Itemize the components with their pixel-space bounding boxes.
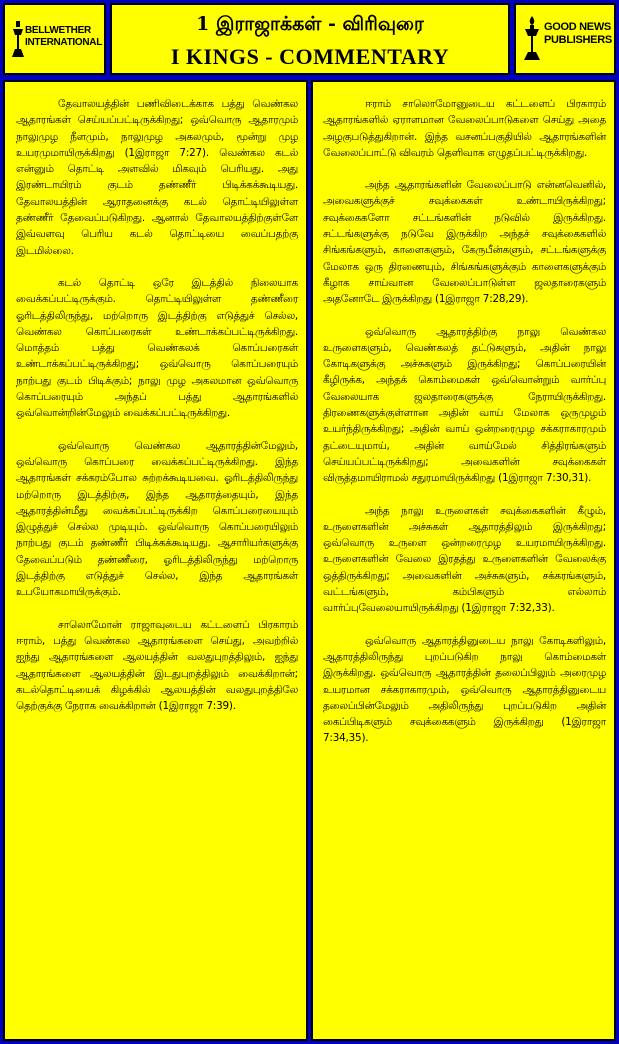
logo-line-1: BELLWETHER (25, 25, 91, 36)
logo-line-1: GOOD NEWS (544, 21, 611, 33)
paragraph: அந்த நாலு உருளைகள் சவுக்கைகளின் கீழும், உருளைகளின் அச்சுகள் ஆதாரத்திலும் இருக்கிறது; ஒவ்வொரு உருளை ஒன்றரைமுழ உயரமாயிருக்கிறது. உருளைகளின் வேலை இரதத்து உருளைகளின் வேலைக்கு ஒத்திருக்கிறது; அவைகளின் அச்சுகளும், சக்கரங்களும், வட்டங்களும், கம்பிகளும் எல்லாம் வார்ப்புவேலையாயிருக்கிறது (1இராஜா 7:32,33). (323, 504, 606, 615)
paragraph: சாலொமோன் ராஜாவுடைய கட்டளைப் பிரகாரம் ஈராம், பத்து வெண்கல ஆதாரங்களை செய்து, அவற்றில் ஐந்து ஆதாரங்களை ஆலயத்தின் வலதுபுறத்திலும், ஐந்து ஆதாரங்களை ஆலயத்தின் இடதுபுறத்திலும் வைக்கிறான்; கடல்தொட்டியைக் கிழக்கில் ஆலயத்தின் வலதுபுறத்திலே தெற்குக்கு நேராக வைக்கிறான் (1இராஜா 7:39). (16, 618, 298, 713)
bellwether-logo (3, 3, 106, 75)
page-header (0, 0, 619, 79)
lamp-logo-icon (522, 15, 542, 61)
logo-line-2: INTERNATIONAL (25, 37, 103, 48)
paragraph: தேவாலயத்தின் பணிவிடைக்காக பத்து வெண்கல ஆதாரங்கள் செய்யப்பட்டிருக்கிறது; ஒவ்வொரு ஆதாரமும் நாலுமுழ நீளமும், நாலுமுழ அகலமும், மூன்று முழ உயரமுமாயிருக்கிறது (1இராஜா 7:27). வெண்கல கடல் என்னும் தொட்டி அளவில் மிகவும் பெரியது. அது இரண்டாயிரம் குடம் தண்ணீர் பிடிக்கக்கூடியது. தேவாலயத்தின் ஆராதனைக்கு கடல் தொட்டியிலுள்ள தண்ணீர் தேவைப்படுகிறது. ஆனால் தேவாலயத்திற்குள்ளே இவ்வளவு பெரிய கடல் தொட்டியை வைப்பதற்கு இடமில்லை. (16, 98, 298, 257)
page-title-tamil: 1 இராஜாக்கள் - விரிவுரை (196, 13, 424, 35)
paragraph: கடல் தொட்டி ஒரே இடத்தில் நிலையாக வைக்கப்பட்டிருக்கும். தொட்டியிலுள்ள தண்ணீரை ஓரிடத்திலிருந்து, மற்றொரு இடத்திற்கு எடுத்துச் செல்ல, வெண்கல கொப்பரைகள் உண்டாக்கப்பட்டிருக்கிறது. மொத்தம் பத்து வெண்கலக் கொப்பரைகள் உண்டாக்கப்பட்டிருக்கிறது; ஒவ்வொரு கொப்பரையும் நாற்பது குடம் பிடிக்கும்; நாலு முழ அகலமான ஒவ்வொரு கொப்பரையும் அந்தப் பத்து ஆதாரங்களில் ஒவ்வொன்றின்மேலும் வைக்கப்பட்டிருக்கிறது. (16, 276, 298, 420)
paragraph: ஒவ்வொரு வெண்கல ஆதாரத்தின்மேலும், ஒவ்வொரு கொப்பரை வைக்கப்பட்டிருக்கிறது. இந்த ஆதாரங்கள் சக்கரம்போல சுற்றக்கூடியவை. ஓரிடத்திலிருந்து மற்றொரு இடத்திற்கு, இந்த ஆதாரத்தையும், இந்த ஆதாரத்தின்மீது வைக்கப்பட்டிருக்கிற கொப்பரையையும் இழுத்துச் செல்ல முடியும். ஒவ்வொரு கொப்பரையிலும் நாற்பது குடம் தண்ணீர் பிடிக்கக்கூடியது. ஆசாரியர்களுக்கு தேவைப்படும் தண்ணீரை, ஓரிடத்திலிருந்து மற்றொரு இடத்திற்கு எடுத்துச் செல்ல, இந்த ஆதாரங்கள் உபயோகமாயிருக்கும். (16, 439, 298, 599)
paragraph: ஈராம் சாலொமோனுடைய கட்டளைப் பிரகாரம் ஆதாரங்களில் ஏராளமான வேலைப்பாடுகளை செய்து அதை அழகுபடுத்துகிறான். இந்த வசனப்பகுதியில் ஆதாரங்களின் வேலைப்பாட்டு விவரம் தெளிவாக எழுதப்பட்டிருக்கிறது. (323, 98, 606, 159)
good-news-logo (514, 3, 616, 75)
page-title-english: I KINGS - COMMENTARY (170, 44, 450, 69)
paragraph: ஒவ்வொரு ஆதாரத்தினுடைய நாலு கோடிகளிலும், ஆதாரத்திலிருந்து புறப்படுகிற நாலு கொம்மைகள் இருக்கிறது. ஒவ்வொரு ஆதாரத்தின் தலைப்பிலும் அரைமுழ உயரமான சக்கராகாரமும், ஒவ்வொரு ஆதாரத்தினுடைய தலைப்பின்மேலும் அதிலிருந்து புறப்படுகிற அதின் கைப்பிடிகளும் சவுக்கைகளும் இருக்கிறது (1இராஜா 7:34,35). (323, 634, 606, 745)
title-panel (110, 3, 510, 75)
bellwether-logo-text (25, 25, 102, 49)
logo-line-2: PUBLISHERS (544, 34, 612, 46)
paragraph: ஒவ்வொரு ஆதாரத்திற்கு நாலு வெண்கல உருளைகளும், வெண்கலத் தட்டுகளும், அதின் நாலு கோடிகளுக்கு அச்சுகளும் இருக்கிறது; கொப்பரையின் கீழிருக்க, அந்தக் கொம்மைகள் ஒவ்வொன்றும் வார்ப்பு வேலையாக ஜலதாரைகளுக்கு நேராயிருக்கிறது. திரணைகளுக்குள்ளான அதின் வாய் மேலாக ஒருமுழம் உயர்ந்திருக்கிறது; அதின் வாய் ஒன்றரைமுழ சக்கராகாரமும் தட்டையுமாய், அதின் வாய்மேல் சித்திரங்களும் செய்யப்பட்டிருக்கிறது; அவைகளின் சவுக்கைகள் விருத்தமாயிராமல் சதுரமாயிருக்கிறது (1இராஜா 7:30,31). (323, 325, 606, 485)
left-column (3, 80, 308, 1041)
lamp-logo-icon (10, 19, 26, 59)
good-news-logo-text (544, 21, 612, 47)
right-column (311, 80, 616, 1041)
paragraph: அந்த ஆதாரங்களின் வேலைப்பாடு என்னவெனில், அவைகளுக்குச் சவுக்கைகள் உண்டாயிருக்கிறது; சவுக்கைகளோ சட்டங்களின் நடுவில் இருக்கிறது. சட்டங்களுக்கு நடுவே இருக்கிற அந்தச் சவுக்கைகளில் சிங்கங்களும், காளைகளும், கேருபீன்களும், சட்டங்களுக்கு மேலாக ஒரு திரணையும், சிங்கங்களுக்கும் காளைகளுக்கும் கீழாக சாய்வான வேலைப்பாடுள்ள ஜலதாரைகளும் அதனோடே இருக்கிறது (1இராஜா 7:28,29). (323, 179, 606, 306)
